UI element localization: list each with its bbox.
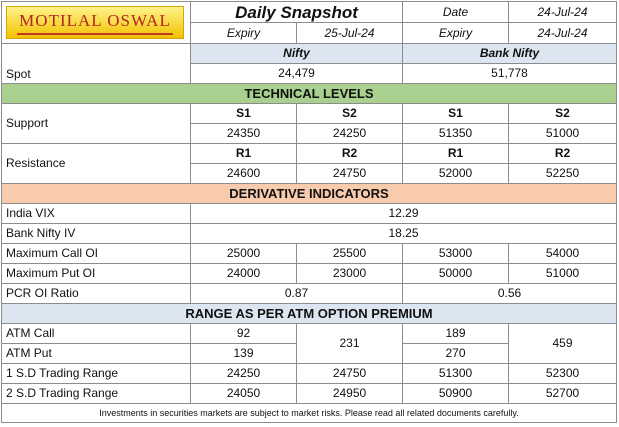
resistance-label: Resistance bbox=[2, 144, 191, 184]
bank-nifty-iv-label: Bank Nifty IV bbox=[2, 224, 191, 244]
support-label: Support bbox=[2, 104, 191, 144]
sd2-nifty-high: 24950 bbox=[297, 384, 403, 404]
nifty-r2-value: 24750 bbox=[297, 164, 403, 184]
nifty-s1-header: S1 bbox=[191, 104, 297, 124]
pcr-banknifty-value: 0.56 bbox=[403, 284, 617, 304]
bank-nifty-iv-value: 18.25 bbox=[191, 224, 617, 244]
sd1-banknifty-low: 51300 bbox=[403, 364, 509, 384]
india-vix-value: 12.29 bbox=[191, 204, 617, 224]
india-vix-label: India VIX bbox=[2, 204, 191, 224]
spot-label: Spot bbox=[2, 44, 191, 84]
date-value: 24-Jul-24 bbox=[509, 2, 617, 23]
nifty-s2-value: 24250 bbox=[297, 124, 403, 144]
nifty-expiry-label: Expiry bbox=[191, 23, 297, 44]
date-label: Date bbox=[403, 2, 509, 23]
disclaimer-footer: Investments in securities markets are subject to market risks. Please read all related documents carefully. bbox=[2, 404, 617, 423]
max-put-oi-label: Maximum Put OI bbox=[2, 264, 191, 284]
nifty-atm-put: 139 bbox=[191, 344, 297, 364]
max-put-oi-banknifty-2: 51000 bbox=[509, 264, 617, 284]
banknifty-r1-header: R1 bbox=[403, 144, 509, 164]
banknifty-expiry-label: Expiry bbox=[403, 23, 509, 44]
nifty-straddle-premium: 231 bbox=[297, 324, 403, 364]
max-call-oi-banknifty-2: 54000 bbox=[509, 244, 617, 264]
pcr-nifty-value: 0.87 bbox=[191, 284, 403, 304]
banknifty-r2-header: R2 bbox=[509, 144, 617, 164]
max-put-oi-nifty-1: 24000 bbox=[191, 264, 297, 284]
daily-snapshot-sheet bbox=[1, 1, 616, 423]
banknifty-atm-call: 189 bbox=[403, 324, 509, 344]
banknifty-header: Bank Nifty bbox=[403, 44, 617, 64]
sd2-nifty-low: 24050 bbox=[191, 384, 297, 404]
max-call-oi-label: Maximum Call OI bbox=[2, 244, 191, 264]
page-title: Daily Snapshot bbox=[191, 2, 403, 23]
banknifty-r1-value: 52000 bbox=[403, 164, 509, 184]
banknifty-spot-value: 51,778 bbox=[403, 64, 617, 84]
nifty-header: Nifty bbox=[191, 44, 403, 64]
nifty-spot-value: 24,479 bbox=[191, 64, 403, 84]
max-put-oi-banknifty-1: 50000 bbox=[403, 264, 509, 284]
sd2-banknifty-high: 52700 bbox=[509, 384, 617, 404]
snapshot-table bbox=[1, 1, 617, 423]
nifty-r1-value: 24600 bbox=[191, 164, 297, 184]
max-put-oi-nifty-2: 23000 bbox=[297, 264, 403, 284]
nifty-s2-header: S2 bbox=[297, 104, 403, 124]
nifty-expiry-value: 25-Jul-24 bbox=[297, 23, 403, 44]
nifty-atm-call: 92 bbox=[191, 324, 297, 344]
sd2-range-label: 2 S.D Trading Range bbox=[2, 384, 191, 404]
banknifty-straddle-premium: 459 bbox=[509, 324, 617, 364]
range-heading: RANGE AS PER ATM OPTION PREMIUM bbox=[2, 304, 617, 324]
derivative-indicators-heading: DERIVATIVE INDICATORS bbox=[2, 184, 617, 204]
nifty-r1-header: R1 bbox=[191, 144, 297, 164]
logo-underline bbox=[17, 33, 173, 35]
max-call-oi-nifty-2: 25500 bbox=[297, 244, 403, 264]
sd1-nifty-low: 24250 bbox=[191, 364, 297, 384]
banknifty-expiry-value: 24-Jul-24 bbox=[509, 23, 617, 44]
max-call-oi-nifty-1: 25000 bbox=[191, 244, 297, 264]
nifty-s1-value: 24350 bbox=[191, 124, 297, 144]
atm-call-label: ATM Call bbox=[2, 324, 191, 344]
sd1-banknifty-high: 52300 bbox=[509, 364, 617, 384]
banknifty-atm-put: 270 bbox=[403, 344, 509, 364]
max-call-oi-banknifty-1: 53000 bbox=[403, 244, 509, 264]
banknifty-r2-value: 52250 bbox=[509, 164, 617, 184]
logo-cell bbox=[2, 2, 191, 44]
sd2-banknifty-low: 50900 bbox=[403, 384, 509, 404]
technical-levels-heading: TECHNICAL LEVELS bbox=[2, 84, 617, 104]
sd1-nifty-high: 24750 bbox=[297, 364, 403, 384]
pcr-oi-ratio-label: PCR OI Ratio bbox=[2, 284, 191, 304]
banknifty-s1-value: 51350 bbox=[403, 124, 509, 144]
banknifty-s1-header: S1 bbox=[403, 104, 509, 124]
nifty-r2-header: R2 bbox=[297, 144, 403, 164]
banknifty-s2-value: 51000 bbox=[509, 124, 617, 144]
sd1-range-label: 1 S.D Trading Range bbox=[2, 364, 191, 384]
logo-text: MOTILAL OSWAL bbox=[19, 11, 171, 30]
motilal-oswal-logo bbox=[6, 6, 184, 39]
atm-put-label: ATM Put bbox=[2, 344, 191, 364]
banknifty-s2-header: S2 bbox=[509, 104, 617, 124]
